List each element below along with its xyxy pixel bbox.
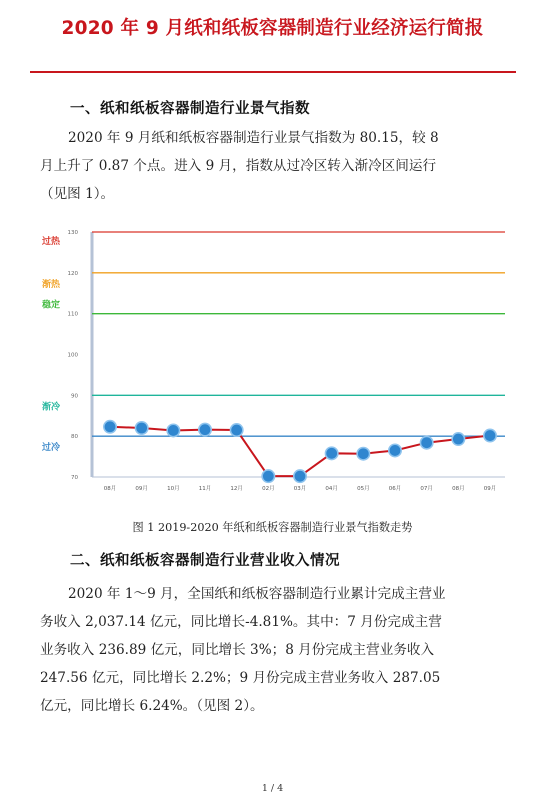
paragraph-line: 月上升了 0.87 个点。进入 9 月，指数从过冷区转入渐冷区间运行	[40, 158, 437, 174]
x-tick-label: 12月	[230, 486, 243, 492]
document-title: 2020 年 9 月纸和纸板容器制造行业经济运行简报	[61, 18, 484, 39]
x-tick-label: 11月	[198, 486, 212, 492]
y-tick-label: 110	[67, 311, 78, 318]
x-tick-label: 09月	[483, 486, 497, 492]
section1-paragraph	[40, 124, 510, 208]
x-tick-label: 10月	[167, 486, 180, 492]
data-point-marker	[262, 470, 274, 482]
zone-label: 渐冷	[42, 402, 61, 413]
paragraph-line: 247.56 亿元，同比增长 2.2%；9 月份完成主营业务收入 287.05	[40, 670, 441, 686]
x-tick-label: 08月	[103, 486, 117, 492]
figure-caption: 图 1 2019-2020 年纸和纸板容器制造行业景气指数走势	[132, 521, 413, 534]
x-tick-label: 02月	[262, 486, 275, 492]
data-point-marker	[167, 424, 179, 436]
data-point-marker	[294, 470, 306, 482]
zone-label: 渐热	[42, 279, 61, 290]
data-point-marker	[357, 448, 369, 460]
prosperity-index-chart	[30, 225, 515, 505]
x-tick-label: 04月	[325, 486, 338, 492]
x-tick-label: 09月	[135, 486, 148, 492]
y-tick-label: 130	[67, 230, 78, 236]
paragraph-line: 2020 年 9 月纸和纸板容器制造行业景气指数为 80.15，较 8	[68, 130, 439, 146]
x-tick-label: 07月	[420, 486, 433, 492]
data-point-marker	[452, 433, 464, 445]
data-point-marker	[420, 437, 432, 449]
zone-label: 过热	[42, 237, 61, 247]
zone-label: 过冷	[42, 443, 61, 454]
data-point-marker	[135, 422, 147, 434]
index-series-line	[110, 427, 490, 476]
y-tick-label: 90	[71, 393, 78, 400]
title-divider	[30, 71, 516, 73]
paragraph-line: 亿元，同比增长 6.24%。（见图 2）。	[40, 698, 264, 714]
paragraph-line: 务收入 2,037.14 亿元，同比增长-4.81%。其中：7 月份完成主营	[40, 614, 442, 630]
y-tick-label: 100	[67, 352, 78, 359]
data-point-marker	[104, 421, 116, 433]
section-heading-prosperity-index: 一、纸和纸板容器制造行业景气指数	[70, 101, 310, 117]
y-tick-label: 120	[67, 270, 78, 277]
paragraph-line: （见图 1）。	[40, 186, 115, 202]
paragraph-line: 业务收入 236.89 亿元，同比增长 3%；8 月份完成主营业务收入	[40, 642, 435, 658]
data-point-marker	[484, 429, 496, 441]
data-point-marker	[389, 444, 401, 456]
paragraph-line: 2020 年 1～9 月，全国纸和纸板容器制造行业累计完成主营业	[68, 586, 446, 602]
page-indicator: 1 / 4	[261, 783, 284, 794]
data-point-marker	[325, 447, 337, 459]
data-point-marker	[230, 424, 242, 436]
data-point-marker	[199, 423, 211, 435]
section-heading-revenue: 二、纸和纸板容器制造行业营业收入情况	[70, 553, 340, 569]
x-tick-label: 05月	[357, 486, 370, 492]
x-tick-label: 06月	[388, 486, 402, 492]
y-tick-label: 80	[71, 434, 78, 441]
x-tick-label: 03月	[293, 486, 307, 492]
section2-paragraph	[40, 580, 510, 720]
zone-label: 稳定	[42, 300, 61, 311]
y-tick-label: 70	[71, 475, 78, 481]
x-tick-label: 08月	[452, 486, 465, 492]
